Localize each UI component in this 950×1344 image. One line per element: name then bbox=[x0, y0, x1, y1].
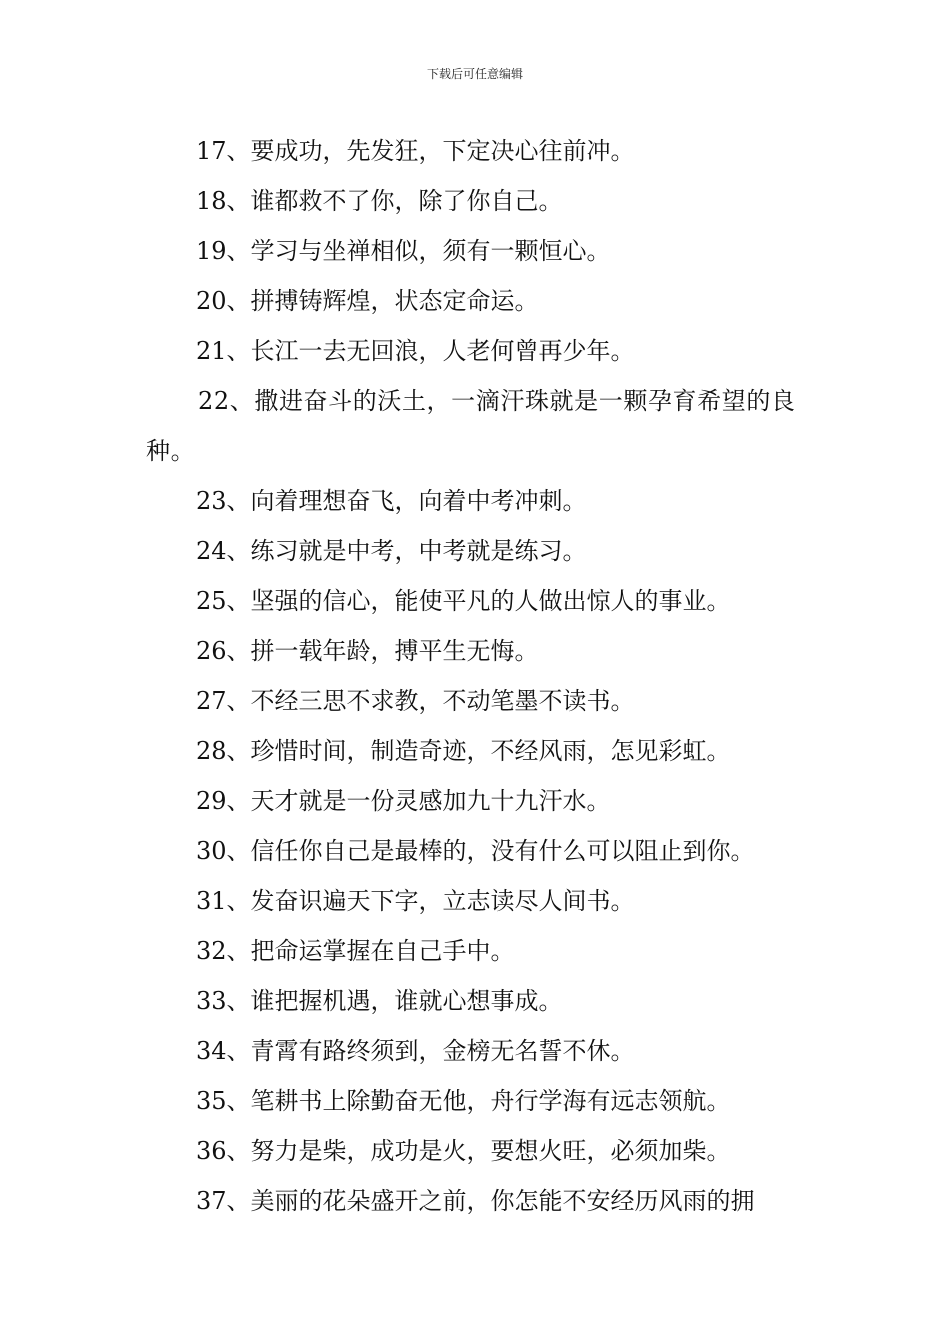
list-item: 26、拼一载年龄，搏平生无悔。 bbox=[196, 637, 539, 665]
list-item: 21、长江一去无回浪，人老何曾再少年。 bbox=[196, 337, 635, 365]
list-item: 25、坚强的信心，能使平凡的人做出惊人的事业。 bbox=[196, 587, 731, 615]
document-body bbox=[146, 126, 811, 1226]
list-item: 33、谁把握机遇，谁就心想事成。 bbox=[196, 987, 563, 1015]
list-item: 24、练习就是中考，中考就是练习。 bbox=[196, 537, 587, 565]
list-item: 30、信任你自己是最棒的，没有什么可以阻止到你。 bbox=[196, 837, 755, 865]
list-item: 17、要成功，先发狂，下定决心往前冲。 bbox=[196, 137, 635, 165]
list-item: 35、笔耕书上除勤奋无他，舟行学海有远志领航。 bbox=[196, 1087, 731, 1115]
list-item: 29、天才就是一份灵感加九十九汗水。 bbox=[196, 787, 611, 815]
list-item: 31、发奋识遍天下字，立志读尽人间书。 bbox=[196, 887, 635, 915]
list-item: 18、谁都救不了你，除了你自己。 bbox=[196, 187, 563, 215]
list-item: 20、拼搏铸辉煌，状态定命运。 bbox=[196, 287, 539, 315]
list-item: 28、珍惜时间，制造奇迹，不经风雨，怎见彩虹。 bbox=[196, 737, 731, 765]
list-item: 22、撒进奋斗的沃土，一滴汗珠就是一颗孕育希望的良种。 bbox=[146, 387, 796, 465]
list-item: 32、把命运掌握在自己手中。 bbox=[196, 937, 515, 965]
list-item: 36、努力是柴，成功是火，要想火旺，必须加柴。 bbox=[196, 1137, 731, 1165]
list-item: 27、不经三思不求教，不动笔墨不读书。 bbox=[196, 687, 635, 715]
list-item: 37、美丽的花朵盛开之前，你怎能不安经历风雨的拥 bbox=[196, 1187, 755, 1215]
list-item: 23、向着理想奋飞，向着中考冲刺。 bbox=[196, 487, 587, 515]
page-header: 下载后可任意编辑 bbox=[426, 67, 523, 81]
list-item: 34、青霄有路终须到，金榜无名誓不休。 bbox=[196, 1037, 635, 1065]
list-item: 19、学习与坐禅相似，须有一颗恒心。 bbox=[196, 237, 611, 265]
